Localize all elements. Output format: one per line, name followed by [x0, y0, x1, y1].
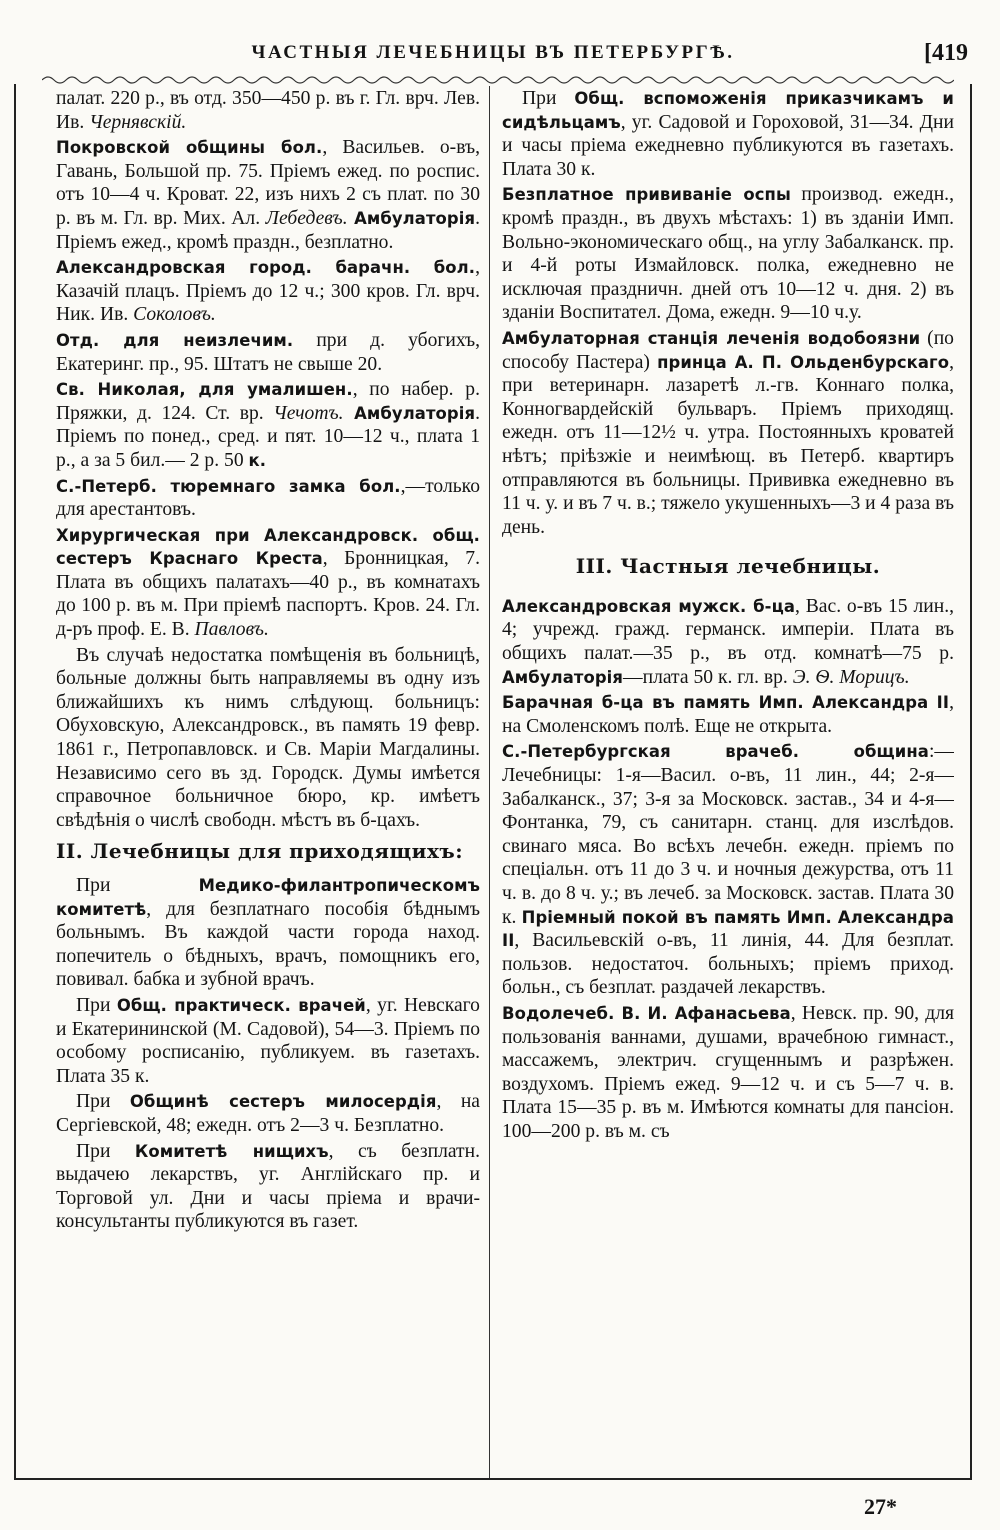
entry-practical-doctors	[56, 994, 480, 1088]
entry-title: Водолечеб. В. И. Афанасьева	[502, 1003, 791, 1023]
entry-text: (по способу Пастера)	[502, 327, 954, 373]
entry-title: Св. Николая, для умалишен.	[56, 380, 353, 400]
entry-text: , для безплатнаго пособія бѣднымъ больнымъ. Въ каждой части города наход. попечитель о бѣдныхъ, врачъ, помощникъ его, повивал. бабка и зубной врачъ.	[56, 898, 480, 991]
entry-text: , Бронницкая, 7. Плата въ общихъ палатахъ—40 р., въ комнатахъ до 100 р. въ м. При пріемѣ паспортъ. Кров. 24. Гл. д-ръ проф. Е. В.	[56, 548, 480, 641]
entry-barracks-memorial	[502, 691, 954, 738]
entry-title: С.-Петерб. тюремнаго замка бол.	[56, 476, 401, 496]
doctor-name: Лебедевъ.	[265, 207, 348, 229]
entry-st-nicholas	[56, 378, 480, 472]
entry-text: —плата 50 к. гл. вр.	[623, 666, 793, 688]
section-heading-3: III. Частныя лечебницы.	[575, 554, 881, 579]
entry-title: Хирургическая при Александровск. общ. сестеръ Краснаго Креста	[56, 525, 480, 569]
entry-title: Барачная б-ца въ память Имп. Александра II	[502, 693, 950, 713]
entry-text-bold: к.	[248, 450, 267, 470]
entry-medico-philanthropic	[56, 874, 480, 992]
right-column	[502, 87, 954, 1477]
entry-text: производ. ежедн., кромѣ праздн., въ двухъ мѣстахъ: 1) въ зданіи Имп. Вольно-экономическаго общ., на углу Забалканск. пр. и 4-й роты Измайловск. полка, ежедневно не исключая праздничн. дней отъ 10—12 ч. дня. 2) въ зданіи Воспитател. Дома, ежедн. 9—10 ч.у.	[502, 184, 954, 324]
entry-text: , съ безплатн. выдачею лекарствъ, уг. Англійскаго пр. и Торговой ул. Дни и часы пріема и врачи-консультанты публикуются въ газет.	[56, 1140, 480, 1233]
entry-title: Комитетѣ нищихъ	[134, 1141, 329, 1161]
entry-text: При	[76, 1140, 135, 1162]
entry-text: , на Смоленскомъ полѣ. Еще не открыта.	[502, 692, 954, 737]
entry-aleksandrovskaya-barracks	[56, 256, 480, 327]
column-divider	[489, 86, 490, 1478]
entry-text: При	[76, 875, 199, 896]
entry-title: Амбулаторная станція леченія водобоязни	[502, 328, 921, 348]
entry-title: Медико-филантропическомъ комитетѣ	[56, 876, 480, 919]
entry-text: ,—только для арестантовъ.	[56, 475, 480, 521]
entry-text: . Пріемъ по понед., сред. и пят. 10—12 ч., плата 1 р., а за 5 бил.— 2 р. 50	[56, 402, 480, 471]
doctor-name: Павловъ.	[194, 619, 269, 641]
entry-aleksandrovskaya-male	[502, 595, 954, 689]
entry-text: При	[76, 1091, 130, 1113]
entry-subtitle: принца А. П. Ольденбурскаго	[657, 352, 950, 372]
entry-medical-community	[502, 740, 954, 1000]
entry-title: Александровская город. барачн. бол.	[56, 258, 476, 278]
entry-text: , по набер. р. Пряжки, д. 124. Ст. вр.	[56, 379, 480, 424]
entry-pokrovskaya	[56, 136, 480, 254]
entry-clerks-society	[502, 87, 954, 181]
entry-vaccination	[502, 183, 954, 325]
entry-text: , на Сергіевской, 48; ежедн. отъ 2—3 ч. Безплатно.	[56, 1091, 480, 1136]
entry-text: При	[76, 994, 117, 1016]
entry-rabies-station	[502, 327, 954, 539]
signature-mark: 27*	[864, 1494, 897, 1519]
entry-text: , Васильев. о-въ, Гавань, Большой пр. 75. Пріемъ ежед. по роспис. отъ 10—4 ч. Кроват. 22, изъ нихъ 2 съ плат. по 30 р. въ м. Гл. вр. Мих. Ал.	[56, 137, 480, 229]
entry-text: , Вас. о-въ 15 лин., 4; учрежд. гражд. германск. имперіи. Плата въ общихъ палат.—35 р., въ отд. комнатѣ—75 р.	[502, 595, 954, 665]
entry-text: , уг. Садовой и Гороховой, 31—34. Дни и часы пріема ежедневно публикуются въ газетахъ. Плата 30 к.	[502, 111, 954, 180]
entry-subtitle: Амбулаторія	[347, 208, 476, 228]
note-paragraph: Въ случаѣ недостатка помѣщенія въ больницѣ, больные должны быть направляемы въ одну изъ ближайшихъ къ нимъ слѣдующ. больницъ: Обуховскую, Александровск., въ память 19 февр. 1861 г., Петропавловск. и Св. Маріи Магдалины. Независимо сего въ зд. Городск. Думы имѣется справочное больничное бюро, кр. имѣетъ свѣдѣнія о числѣ свободн. мѣстъ въ б-цахъ.	[56, 644, 480, 831]
entry-text: палат. 220 р., въ отд. 350—450 р. въ г. Гл. врч. Лев. Ив.	[56, 88, 480, 133]
entry-continued	[56, 87, 480, 134]
entry-title: Общ. вспоможенія приказчикамъ и сидѣльцамъ	[502, 89, 954, 132]
entry-subtitle: Амбулаторія	[343, 403, 476, 423]
entry-text: при д. убогихъ, Екатеринг. пр., 95. Штатъ не свыше 20.	[56, 329, 480, 375]
entry-title: Александровская мужск. б-ца	[502, 596, 795, 616]
entry-text: , уг. Невскаго и Екатерининской (М. Садовой), 54—3. Пріемъ по особому росписанію, публикуем. въ газетахъ. Плата 35 к.	[56, 994, 480, 1087]
entry-text: , Васильевскій о-въ, 11 линія, 44. Для безплат. пользов. недостаточ. больныхъ; пріемъ приход. больн., съ безплат. раздачей лекарствъ.	[502, 930, 954, 999]
entry-text: При	[522, 88, 575, 109]
entry-subtitle: Амбулаторія	[502, 667, 624, 687]
entry-text: :—Лечебницы: 1-я—Васил. о-въ, 11 лин., 44; 2-я—Забалканск., 37; 3-я за Московск. застав., 34 и 4-я—Фонтанка, 79, съ санитарн. станц. для изслѣдов. свинаго мяса. Во всѣхъ лечебн. ежедн. пріемъ по спеціальн. отъ 11 до 3 ч. и ночныя дежурства, отъ 11 ч. в. до 8 ч. у.; въ лечеб. за Московск. застав. Плата 30 к.	[502, 741, 954, 928]
page-number: [419	[924, 40, 968, 66]
entry-prison	[56, 475, 480, 522]
entry-incurable	[56, 329, 480, 376]
entry-sisters-of-mercy	[56, 1090, 480, 1137]
doctor-name: Чернявскій.	[89, 111, 187, 133]
entry-text: , Казачій плацъ. Пріемъ до 12 ч.; 300 кров. Гл. врч. Ник. Ив.	[56, 257, 480, 326]
left-column	[56, 87, 480, 1477]
entry-text: , Невск. пр. 90, для пользованія ваннами, душами, врачебною гимнаст., массажемъ, электрич. сгущеннымъ и разрѣжен. воздухомъ. Пріемъ ежед. 9—12 ч. и съ 5—7 ч. в. Плата 15—35 р. въ м. Имѣются комнаты для пансіон. 100—200 р. въ м. съ	[502, 1002, 954, 1142]
entry-title: Покровской общины бол.	[56, 138, 323, 158]
entry-title: Безплатное прививаніе оспы	[502, 185, 791, 205]
entry-subtitle: Пріемный покой въ память Имп. Александра II	[502, 907, 954, 951]
doctor-name: Чечотъ.	[273, 402, 344, 424]
doctor-name: Соколовъ.	[133, 304, 216, 326]
entry-hydrotherapy	[502, 1002, 954, 1144]
entry-text: , при ветеринарн. лазаретѣ л.-гв. Коннаго полка, Конногвардейскій бульваръ. Пріемъ приходящ. ежедн. отъ 11—12½ ч. утра. Постоянныхъ кроватей нѣтъ; пріѣзжіе и неимѣющ. въ Петерб. квартиръ отправляются въ больницы. Прививка ежедневно въ 11 ч. у. и въ 7 ч. в.; тяжело укушенныхъ—3 и 4 раза въ день.	[502, 351, 954, 538]
entry-title: Общинѣ сестеръ милосердія	[129, 1092, 437, 1112]
entry-surgical	[56, 524, 480, 642]
running-title: ЧАСТНЫЯ ЛЕЧЕБНИЦЫ ВЪ ПЕТЕРБУРГѢ.	[251, 42, 735, 63]
entry-text: . Пріемъ ежед., кромѣ праздн., безплатно.	[56, 207, 480, 253]
doctor-name: Э. Ѳ. Морицъ.	[792, 666, 910, 688]
section-heading-2: II. Лечебницы для приходящихъ:	[56, 839, 464, 864]
entry-title: С.-Петербургская врачеб. община	[502, 742, 929, 762]
entry-title: Общ. практическ. врачей	[116, 995, 366, 1015]
entry-title: Отд. для неизлечим.	[56, 330, 294, 350]
entry-beggars-committee	[56, 1140, 480, 1234]
